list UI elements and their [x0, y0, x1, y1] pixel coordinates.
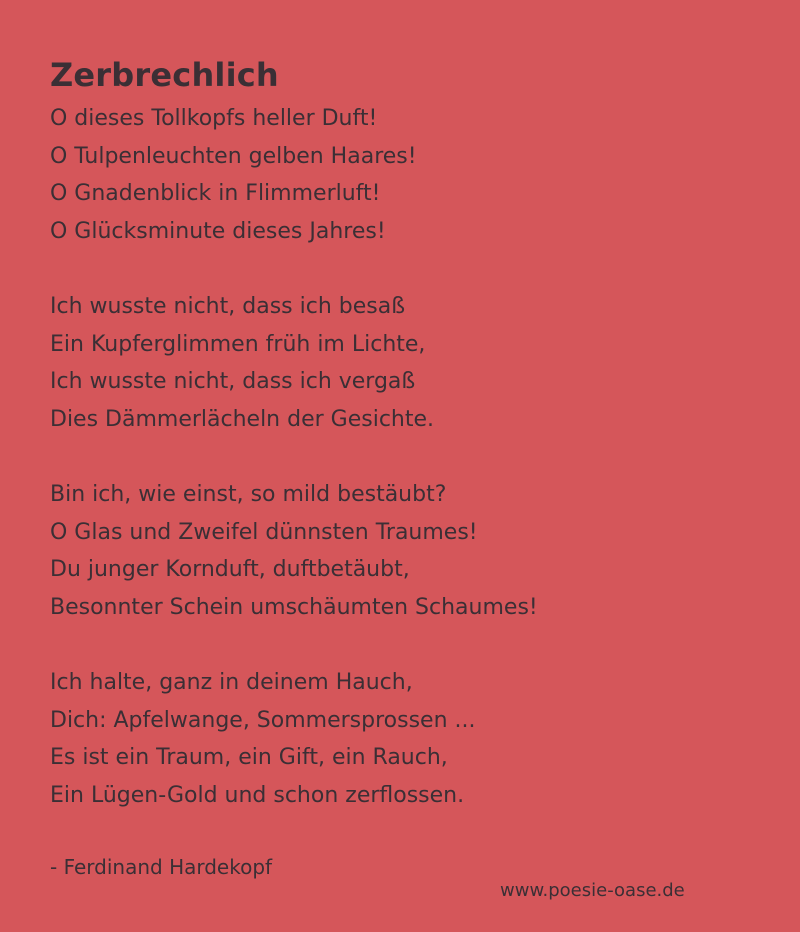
poem-line: Bin ich, wie einst, so mild bestäubt? — [50, 482, 447, 507]
poem-line: O Glas und Zweifel dünnsten Traumes! — [50, 519, 478, 545]
poem-line: Dies Dämmerlächeln der Gesichte. — [50, 406, 435, 432]
poem-line: O Tulpenleuchten gelben Haares! — [50, 143, 417, 169]
stanza-2 — [50, 288, 750, 438]
poem-line: Es ist ein Traum, ein Gift, ein Rauch, — [50, 745, 448, 770]
poem-line: Ich wusste nicht, dass ich besaß — [50, 294, 406, 319]
poem-line: Ein Kupferglimmen früh im Lichte, — [50, 331, 426, 357]
poem-card — [50, 52, 750, 852]
website-watermark: www.poesie-oase.de — [500, 880, 685, 901]
poem-line: Du junger Kornduft, duftbetäubt, — [50, 557, 410, 582]
poem-line: O Gnadenblick in Flimmerluft! — [50, 181, 381, 206]
author-credit: - Ferdinand Hardekopf — [50, 855, 273, 879]
poem-line: O dieses Tollkopfs heller Duft! — [50, 106, 378, 131]
poem-title: Zerbrechlich — [50, 56, 279, 94]
stanza-1 — [50, 100, 750, 250]
poem-line: O Glücksminute dieses Jahres! — [50, 218, 386, 244]
poem-line: Dich: Apfelwange, Sommersprossen ... — [50, 707, 476, 733]
poem-line: Ich wusste nicht, dass ich vergaß — [50, 369, 416, 394]
poem-line: Ich halte, ganz in deinem Hauch, — [50, 670, 413, 695]
stanza-3 — [50, 476, 750, 626]
stanza-4 — [50, 664, 750, 814]
poem-line: Besonnter Schein umschäumten Schaumes! — [50, 594, 538, 620]
poem-line: Ein Lügen-Gold und schon zerflossen. — [50, 782, 465, 808]
